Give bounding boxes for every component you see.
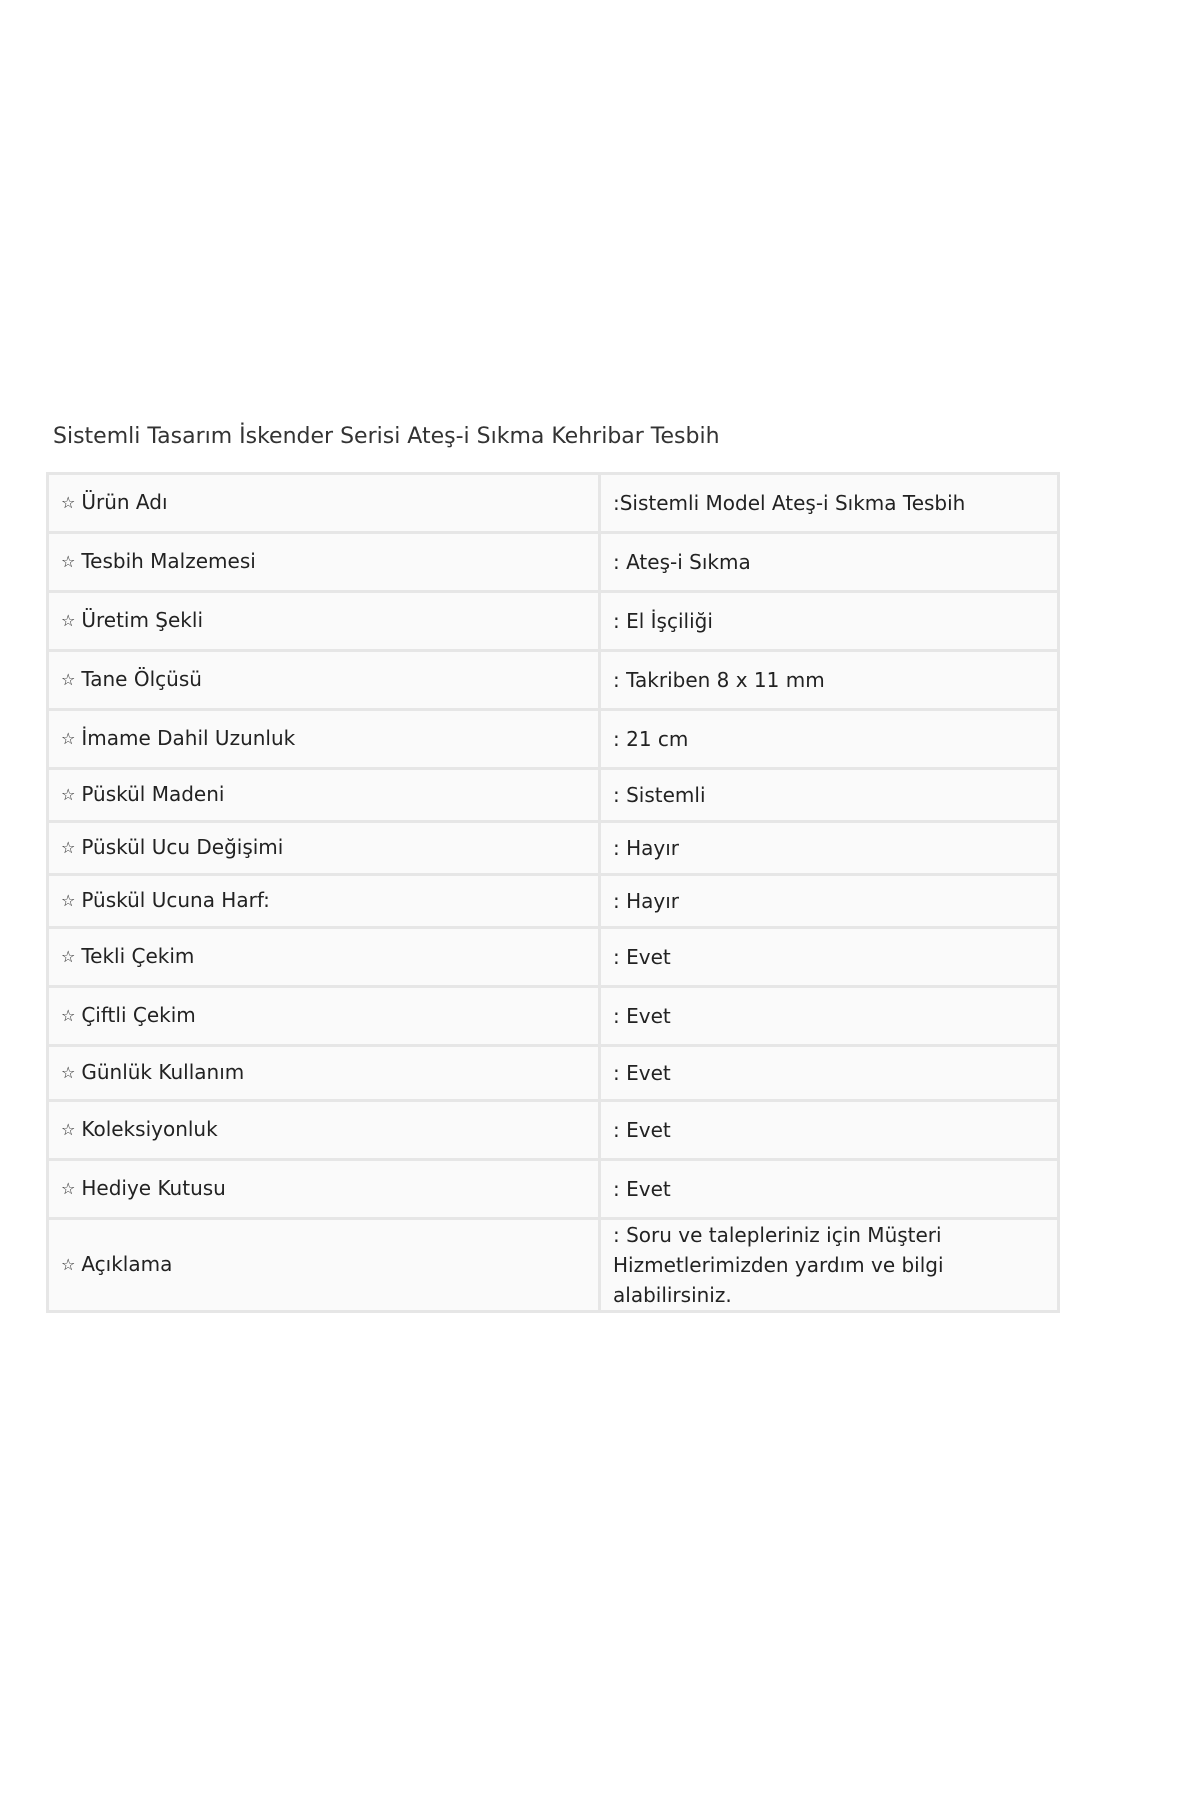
row-label-text: Püskül Ucu Değişimi — [81, 835, 284, 859]
row-label — [48, 592, 600, 651]
row-value: : Evet — [600, 1160, 1059, 1219]
table-row — [48, 1101, 1059, 1160]
row-value: : Soru ve talepleriniz için Müşteri Hizmetlerimizden yardım ve bilgi alabilirsiniz. — [600, 1219, 1059, 1312]
table-row — [48, 928, 1059, 987]
row-label — [48, 710, 600, 769]
row-value: : Takriben 8 x 11 mm — [600, 651, 1059, 710]
row-label-text: Açıklama — [81, 1252, 173, 1276]
table-row — [48, 474, 1059, 533]
row-label-text: Çiftli Çekim — [81, 1003, 196, 1027]
star-icon: ☆ — [61, 552, 76, 571]
row-label — [48, 533, 600, 592]
row-value: : Hayır — [600, 822, 1059, 875]
table-row — [48, 875, 1059, 928]
row-label-text: Tesbih Malzemesi — [81, 549, 256, 573]
row-label-text: Günlük Kullanım — [81, 1060, 245, 1084]
row-value: :Sistemli Model Ateş-i Sıkma Tesbih — [600, 474, 1059, 533]
table-row — [48, 651, 1059, 710]
row-label — [48, 928, 600, 987]
table-row — [48, 533, 1059, 592]
star-icon: ☆ — [61, 785, 76, 804]
table-row — [48, 1219, 1059, 1312]
star-icon: ☆ — [61, 1006, 76, 1025]
table-row — [48, 710, 1059, 769]
star-icon: ☆ — [61, 670, 76, 689]
row-value: : 21 cm — [600, 710, 1059, 769]
table-row — [48, 987, 1059, 1046]
row-label — [48, 987, 600, 1046]
row-label — [48, 1046, 600, 1101]
table-row — [48, 1046, 1059, 1101]
row-label-text: Püskül Madeni — [81, 782, 225, 806]
row-label-text: Ürün Adı — [81, 490, 168, 514]
row-label — [48, 651, 600, 710]
row-label-text: İmame Dahil Uzunluk — [81, 726, 296, 750]
star-icon: ☆ — [61, 1179, 76, 1198]
row-label-text: Hediye Kutusu — [81, 1176, 226, 1200]
page-title: Sistemli Tasarım İskender Serisi Ateş-i Sıkma Kehribar Tesbih — [53, 424, 720, 449]
row-label — [48, 769, 600, 822]
star-icon: ☆ — [61, 729, 76, 748]
row-label — [48, 822, 600, 875]
row-label — [48, 1101, 600, 1160]
row-value: : Evet — [600, 987, 1059, 1046]
star-icon: ☆ — [61, 611, 76, 630]
row-label — [48, 474, 600, 533]
row-label — [48, 1219, 600, 1312]
row-value: : Evet — [600, 928, 1059, 987]
row-value: : Evet — [600, 1101, 1059, 1160]
table-row — [48, 769, 1059, 822]
table-row — [48, 592, 1059, 651]
row-label-text: Koleksiyonluk — [81, 1117, 218, 1141]
row-label-text: Tekli Çekim — [81, 944, 195, 968]
star-icon: ☆ — [61, 1120, 76, 1139]
row-label — [48, 1160, 600, 1219]
star-icon: ☆ — [61, 493, 76, 512]
row-label-text: Üretim Şekli — [81, 608, 204, 632]
product-specs-table — [46, 472, 1060, 1313]
table-row — [48, 822, 1059, 875]
row-value: : Ateş-i Sıkma — [600, 533, 1059, 592]
row-value: : Evet — [600, 1046, 1059, 1101]
star-icon: ☆ — [61, 947, 76, 966]
star-icon: ☆ — [61, 1255, 76, 1274]
row-label-text: Tane Ölçüsü — [81, 667, 202, 691]
row-label — [48, 875, 600, 928]
row-value: : El İşçiliği — [600, 592, 1059, 651]
table-row — [48, 1160, 1059, 1219]
row-value: : Sistemli — [600, 769, 1059, 822]
row-value: : Hayır — [600, 875, 1059, 928]
star-icon: ☆ — [61, 838, 76, 857]
star-icon: ☆ — [61, 891, 76, 910]
row-label-text: Püskül Ucuna Harf: — [81, 888, 270, 912]
star-icon: ☆ — [61, 1063, 76, 1082]
